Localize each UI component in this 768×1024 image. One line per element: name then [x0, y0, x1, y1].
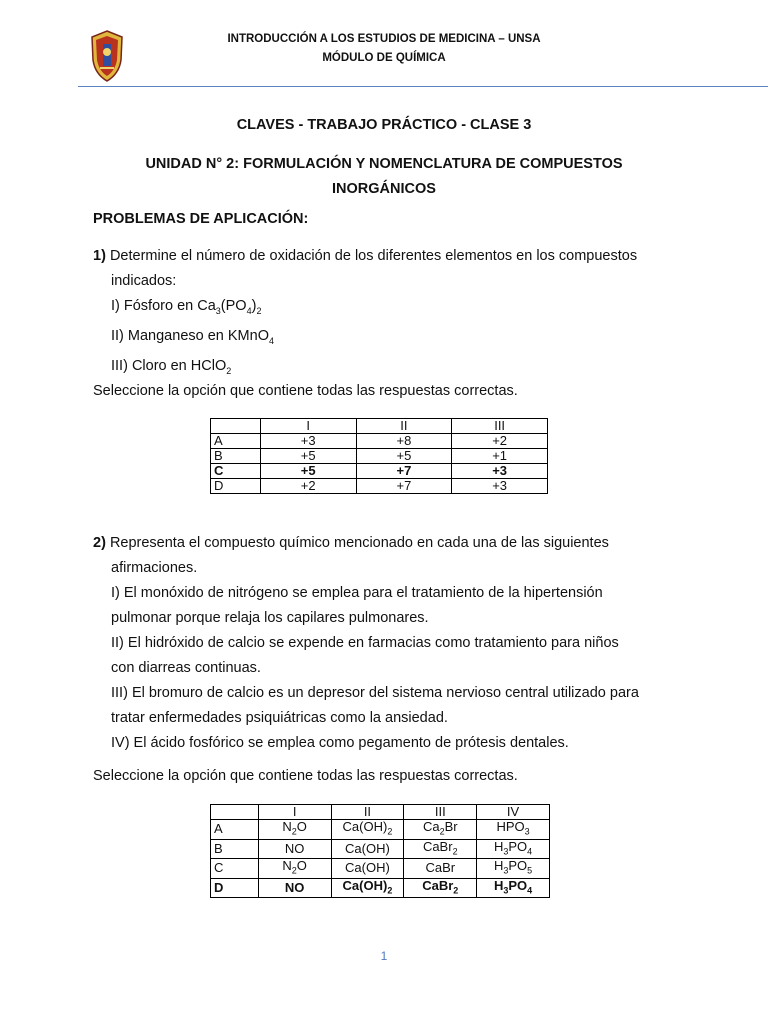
table-header-cell: III — [452, 419, 548, 434]
table-cell: +3 — [260, 434, 356, 449]
table-row-label: B — [211, 839, 259, 859]
table-row — [211, 449, 548, 464]
table-row-label: A — [211, 434, 261, 449]
table-row-label: C — [211, 859, 259, 879]
table-cell: $N_2O$ — [258, 820, 331, 840]
table-row — [211, 464, 548, 479]
table-row — [211, 878, 550, 898]
problem-1-text-cont: indicados: — [111, 273, 177, 289]
table-cell: +2 — [260, 479, 356, 494]
table-row — [211, 839, 550, 859]
table-row-label: D — [211, 878, 259, 898]
table-row — [211, 820, 550, 840]
table-cell: $H_3PO_4$ — [477, 878, 550, 898]
table-row — [211, 434, 548, 449]
table-header-cell — [211, 419, 261, 434]
section-heading: PROBLEMAS DE APLICACIÓN: — [93, 211, 309, 227]
page-number: 1 — [380, 949, 388, 963]
page-title: CLAVES - TRABAJO PRÁCTICO - CLASE 3 — [236, 117, 532, 133]
table-cell: NO — [258, 839, 331, 859]
table-header-cell — [211, 805, 259, 820]
table-cell: +3 — [452, 479, 548, 494]
table-header-cell: III — [404, 805, 477, 820]
table-header-cell: I — [260, 419, 356, 434]
header-divider — [78, 86, 768, 87]
table-cell: CaBr — [404, 859, 477, 879]
table-cell: NO — [258, 878, 331, 898]
table-cell: $N_2O$ — [258, 859, 331, 879]
table-cell: +5 — [260, 449, 356, 464]
table-cell: +5 — [260, 464, 356, 479]
statement-1: I) El monóxido de nitrógeno se emplea para el tratamiento de la hipertensión — [111, 585, 603, 601]
table-header-cell: IV — [477, 805, 550, 820]
unit-title — [0, 152, 768, 202]
problem-1-number: 1) — [93, 248, 106, 264]
problem-1-text: Determine el número de oxidación de los diferentes elementos en los compuestos — [109, 248, 638, 264]
table-cell: +5 — [356, 449, 452, 464]
table-cell: CaBr$_2$ — [404, 839, 477, 859]
table-header-cell: II — [356, 419, 452, 434]
table-cell: $Ca(OH)_2$ — [331, 820, 404, 840]
table-cell: +3 — [452, 464, 548, 479]
statement-2: II) El hidróxido de calcio se expende en farmacias como tratamiento para niños — [111, 635, 619, 651]
table-cell: $H_3PO_5$ — [477, 859, 550, 879]
problem-1-item: II) Manganeso en KMnO$_4$ — [111, 327, 274, 346]
problem-2 — [93, 531, 668, 756]
table-cell: +7 — [356, 479, 452, 494]
table-cell: $HPO_3$ — [477, 820, 550, 840]
table-cell: +2 — [452, 434, 548, 449]
table-row-label: B — [211, 449, 261, 464]
answer-table-2 — [210, 804, 550, 898]
table-header-row — [211, 419, 548, 434]
problem-1-item: III) Cloro en HClO$_2$ — [111, 357, 232, 376]
table-cell: $H_3PO_4$ — [477, 839, 550, 859]
table-row — [211, 479, 548, 494]
table-cell: Ca(OH) — [331, 839, 404, 859]
table-header-row — [211, 805, 550, 820]
problem-2-number: 2) — [93, 535, 106, 551]
problem-2-intro: Representa el compuesto químico mencionado en cada una de las siguientes — [109, 535, 609, 551]
table-cell: +1 — [452, 449, 548, 464]
table-header-cell: I — [258, 805, 331, 820]
item-label: I) Fósforo en — [111, 298, 198, 314]
table-cell: CaBr$_2$ — [404, 878, 477, 898]
table-cell: Ca(OH) — [331, 859, 404, 879]
table-row-label: D — [211, 479, 261, 494]
table-cell: +8 — [356, 434, 452, 449]
problem-1-item: I) Fósforo en $Ca_3(PO_4)_2$ — [111, 298, 262, 316]
statement-4: IV) El ácido fosfórico se emplea como pegamento de prótesis dentales. — [111, 735, 569, 751]
answer-table-1 — [210, 418, 548, 494]
unit-title-line2: INORGÁNICOS — [332, 181, 436, 197]
item-label: III) Cloro en — [111, 357, 191, 374]
statement-2-cont: con diarreas continuas. — [111, 660, 261, 676]
statement-1-cont: pulmonar porque relaja los capilares pulmonares. — [111, 610, 429, 626]
table-cell: $Ca_2Br$ — [404, 820, 477, 840]
table-cell: +7 — [356, 464, 452, 479]
unit-title-line1: UNIDAD N° 2: FORMULACIÓN Y NOMENCLATURA DE COMPUESTOS — [145, 156, 623, 172]
table-header-cell: II — [331, 805, 404, 820]
problem-2-select: Seleccione la opción que contiene todas las respuestas correctas. — [93, 768, 518, 784]
table-row-label: C — [211, 464, 261, 479]
document-header — [0, 30, 768, 68]
header-institution: INTRODUCCIÓN A LOS ESTUDIOS DE MEDICINA – UNSA — [227, 33, 541, 45]
statement-3-cont: tratar enfermedades psiquiátricas como la ansiedad. — [111, 710, 448, 726]
problem-1-select: Seleccione la opción que contiene todas las respuestas correctas. — [93, 383, 518, 399]
table-row — [211, 859, 550, 879]
table-row-label: A — [211, 820, 259, 840]
item-label: II) Manganeso en — [111, 327, 228, 344]
problem-1 — [93, 244, 668, 384]
problem-2-intro-cont: afirmaciones. — [111, 560, 198, 576]
header-module: MÓDULO DE QUÍMICA — [322, 52, 446, 64]
table-cell: $Ca(OH)_2$ — [331, 878, 404, 898]
statement-3: III) El bromuro de calcio es un depresor del sistema nervioso central utilizado para — [111, 685, 639, 701]
